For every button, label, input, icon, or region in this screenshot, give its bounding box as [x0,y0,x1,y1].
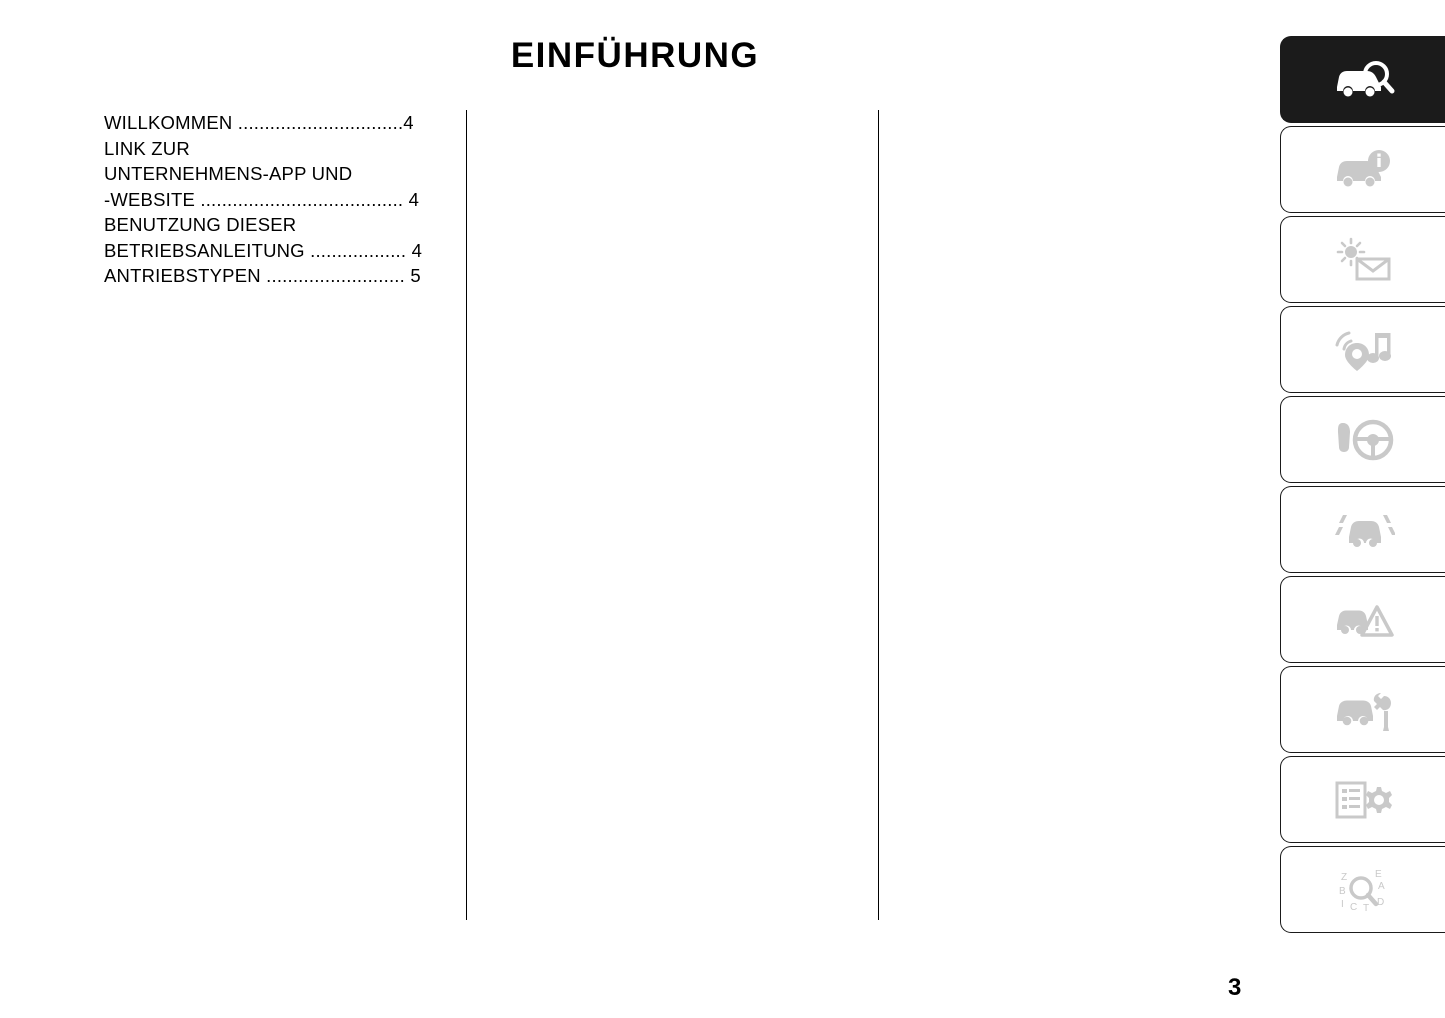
svg-text:D: D [1377,896,1385,908]
svg-text:C: C [1350,901,1358,913]
tab-maintenance-and-care[interactable] [1280,666,1445,753]
index-search-icon [1331,867,1395,913]
car-info-icon [1331,147,1395,193]
page-title: EINFÜHRUNG [510,36,760,75]
list-item[interactable]: ANTRIEBSTYPEN .......................... 5 [104,265,421,286]
car-search-icon [1331,57,1395,103]
column-right [878,110,1164,920]
tab-starting-and-driving[interactable] [1280,396,1445,483]
tab-quick-reference[interactable] [1280,36,1445,123]
tab-driver-assistance[interactable] [1280,486,1445,573]
svg-text:I: I [1341,898,1344,910]
svg-text:B: B [1339,885,1346,897]
svg-text:T: T [1363,902,1370,913]
list-item[interactable]: BENUTZUNG DIESER [104,214,297,235]
emergency-warning-car-icon [1331,597,1395,643]
lane-assist-car-icon [1331,507,1395,553]
tab-alphabetical-index[interactable] [1280,846,1445,933]
car-maintenance-icon [1331,687,1395,733]
svg-text:A: A [1378,880,1385,892]
tab-climate-and-comfort[interactable] [1280,216,1445,303]
tab-technical-specifications[interactable] [1280,756,1445,843]
list-item[interactable]: -WEBSITE ...................................... 4 [104,188,420,210]
svg-text:Z: Z [1341,871,1348,883]
climate-mail-icon [1331,237,1395,283]
column-middle [466,110,878,920]
navigation-media-icon [1331,327,1395,373]
tab-vehicle-info[interactable] [1280,126,1445,213]
tab-infotainment[interactable] [1280,306,1445,393]
steering-wheel-icon [1331,417,1395,463]
column-toc [104,110,466,920]
list-item[interactable]: BETRIEBSANLEITUNG .................. 4 [104,239,423,261]
specifications-gear-icon [1331,777,1395,823]
list-item[interactable]: LINK ZUR [104,137,190,159]
table-of-contents [104,110,446,289]
page-number: 3 [1228,974,1242,1001]
list-item[interactable]: UNTERNEHMENS-APP UND [104,163,353,184]
tab-emergency[interactable] [1280,576,1445,663]
section-tab-rail [1280,36,1445,936]
content-columns [104,110,1164,920]
list-item[interactable]: WILLKOMMEN ...............................4 [104,112,414,133]
svg-text:E: E [1375,868,1382,880]
